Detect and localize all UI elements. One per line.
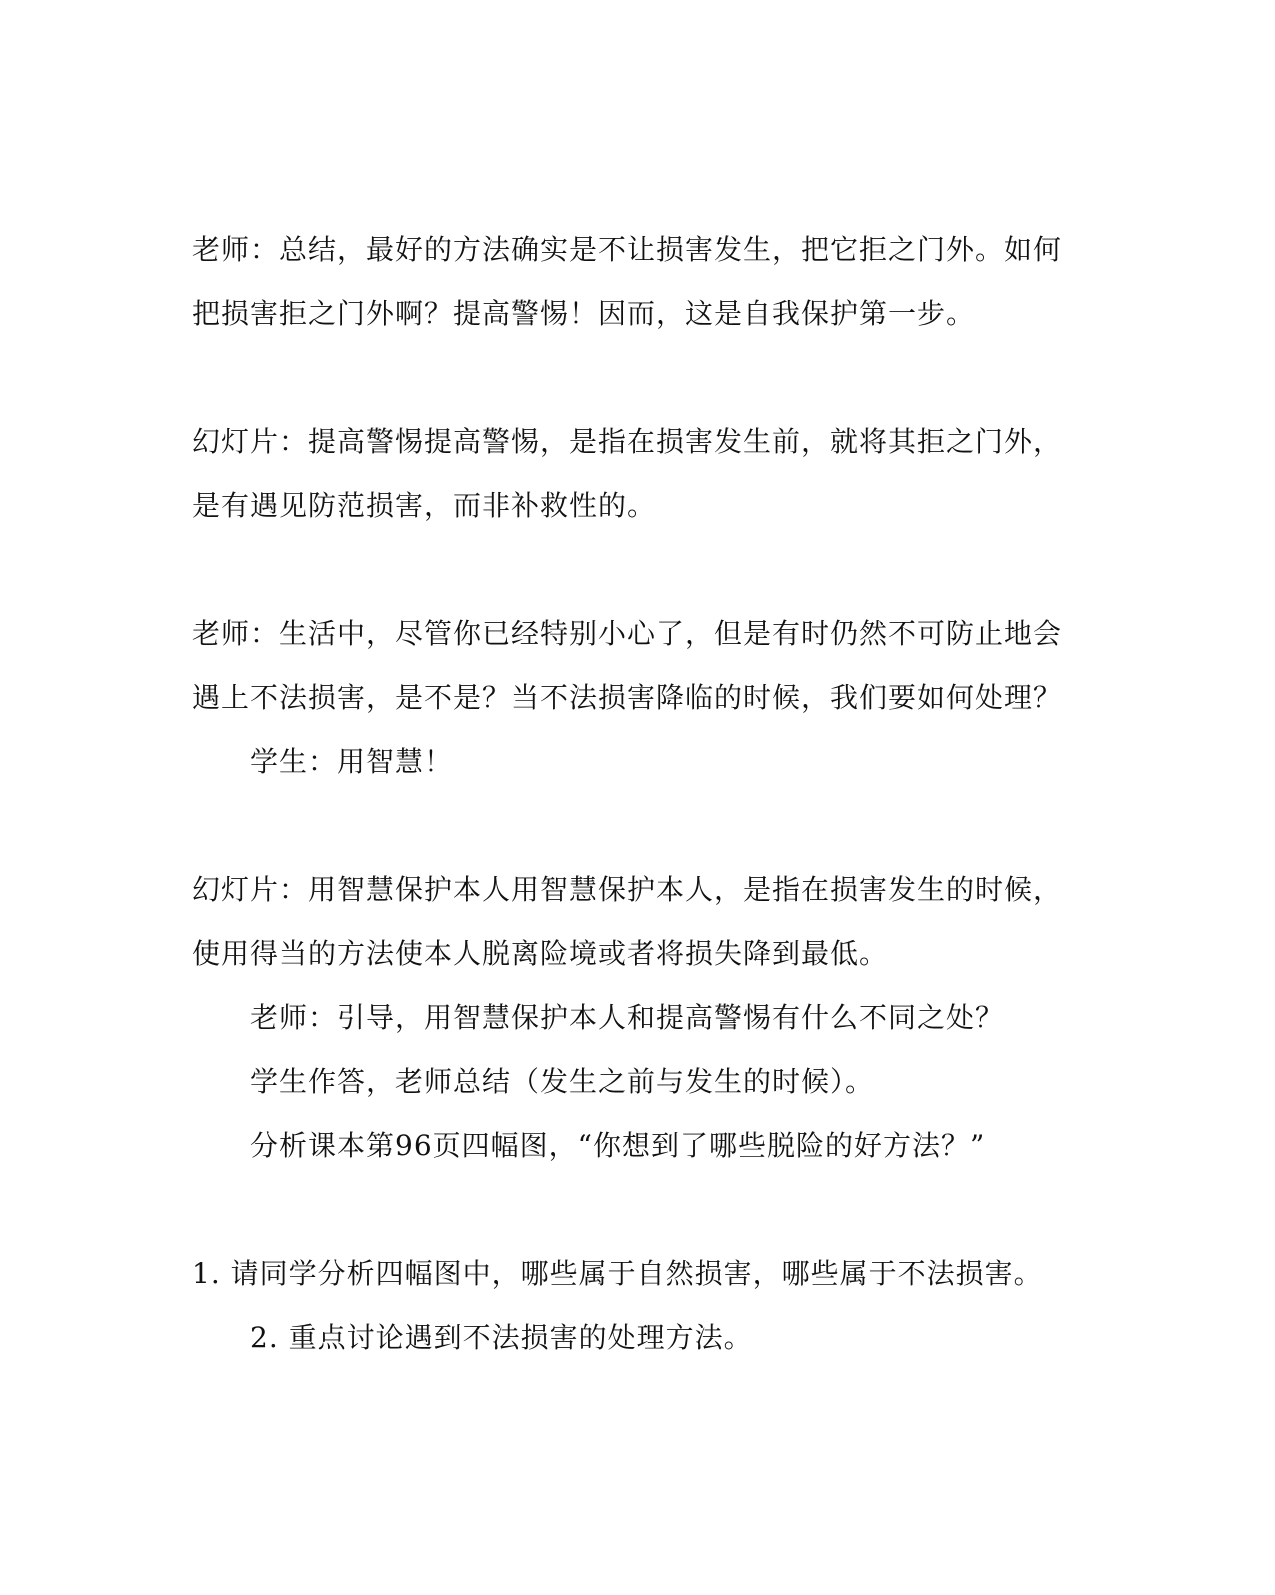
paragraph-line: 幻灯片：提高警惕提高警惕，是指在损害发生前，就将其拒之门外， — [192, 425, 1063, 458]
numbered-item: 2. 重点讨论遇到不法损害的处理方法。 — [250, 1321, 753, 1354]
paragraph-line: 是有遇见防范损害，而非补救性的。 — [192, 489, 657, 522]
paragraph-line: 遇上不法损害，是不是？当不法损害降临的时候，我们要如何处理？ — [192, 681, 1063, 714]
paragraph-line: 学生作答，老师总结（发生之前与发生的时候）。 — [250, 1065, 875, 1098]
paragraph-line: 老师：总结，最好的方法确实是不让损害发生，把它拒之门外。如何 — [192, 233, 1063, 266]
paragraph-line: 把损害拒之门外啊？提高警惕！因而，这是自我保护第一步。 — [192, 297, 976, 330]
paragraph-line: 使用得当的方法使本人脱离险境或者将损失降到最低。 — [192, 937, 889, 970]
paragraph-line: 分析课本第96页四幅图，“你想到了哪些脱险的好方法？” — [250, 1129, 986, 1162]
paragraph-line: 幻灯片：用智慧保护本人用智慧保护本人，是指在损害发生的时候， — [192, 873, 1063, 906]
paragraph-line: 学生：用智慧！ — [250, 745, 454, 778]
paragraph-line: 老师：引导，用智慧保护本人和提高警惕有什么不同之处？ — [250, 1001, 1005, 1034]
paragraph-line: 老师：生活中，尽管你已经特别小心了，但是有时仍然不可防止地会 — [192, 617, 1063, 650]
numbered-item: 1. 请同学分析四幅图中，哪些属于自然损害，哪些属于不法损害。 — [192, 1257, 1043, 1290]
